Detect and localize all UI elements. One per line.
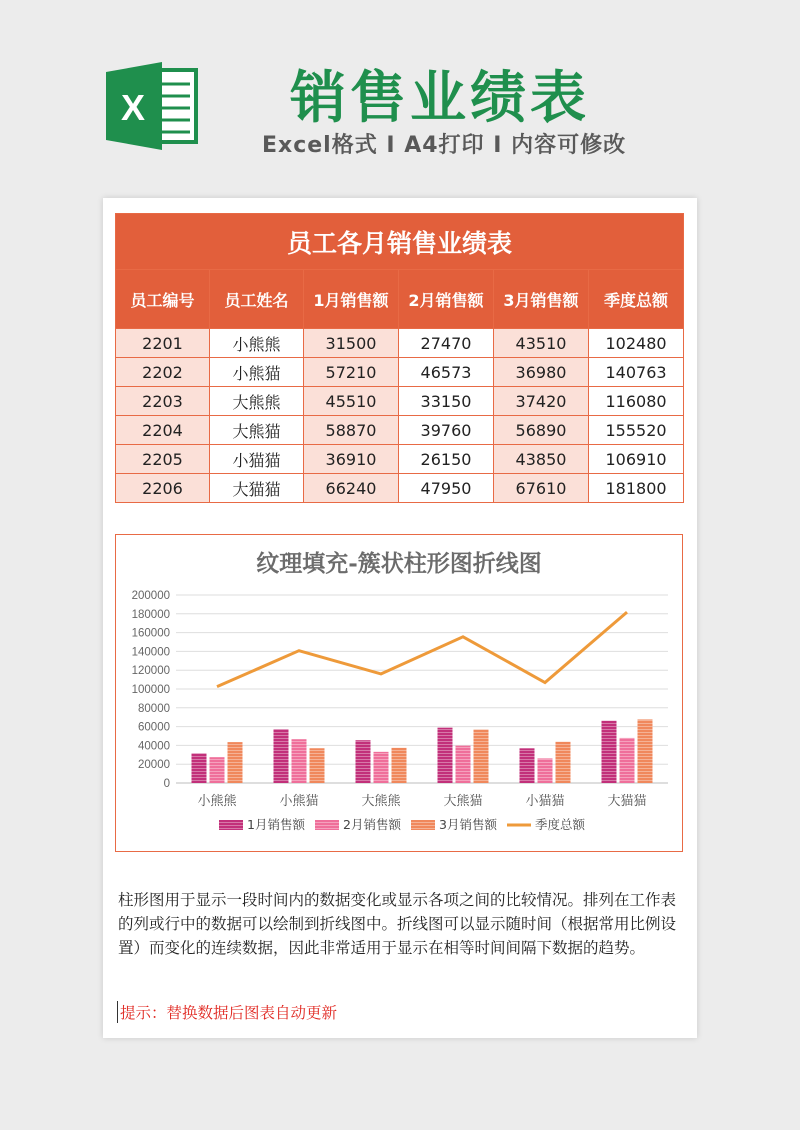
- table-cell[interactable]: 小熊猫: [210, 358, 304, 387]
- bar: [228, 742, 243, 783]
- bar: [192, 753, 207, 783]
- y-tick-label: 0: [163, 778, 170, 790]
- table-cell[interactable]: 2205: [116, 445, 210, 474]
- table-cell[interactable]: 45510: [304, 387, 399, 416]
- table-cell[interactable]: 36910: [304, 445, 399, 474]
- y-tick-label: 60000: [138, 721, 170, 734]
- y-tick-label: 100000: [131, 684, 170, 696]
- table-row: [116, 329, 684, 358]
- bar: [474, 730, 489, 783]
- table-cell[interactable]: 小熊熊: [210, 329, 304, 358]
- table-cell[interactable]: 27470: [399, 329, 494, 358]
- bar: [602, 721, 617, 783]
- table-cell[interactable]: 小猫猫: [210, 445, 304, 474]
- table-cell[interactable]: 26150: [399, 445, 494, 474]
- column-header: 3月销售额: [494, 270, 589, 329]
- table-header-row: [116, 270, 684, 329]
- legend-swatch: [219, 820, 243, 830]
- bar: [456, 746, 471, 783]
- table-cell[interactable]: 155520: [589, 416, 684, 445]
- table-cell[interactable]: 2201: [116, 329, 210, 358]
- y-tick-label: 80000: [138, 702, 170, 715]
- y-tick-label: 120000: [131, 665, 170, 678]
- table-row: [116, 416, 684, 445]
- table-cell[interactable]: 57210: [304, 358, 399, 387]
- bar: [620, 738, 635, 783]
- y-tick-label: 20000: [138, 759, 170, 772]
- table-cell[interactable]: 46573: [399, 358, 494, 387]
- table-cell[interactable]: 大猫猫: [210, 474, 304, 503]
- bar: [356, 740, 371, 783]
- legend-label: 1月销售额: [247, 817, 305, 832]
- sales-table: [115, 213, 684, 503]
- sales-chart: [115, 534, 683, 852]
- document-sheet: [103, 198, 697, 1038]
- table-cell[interactable]: 67610: [494, 474, 589, 503]
- x-tick-label: 大熊猫: [443, 794, 483, 809]
- table-body: [116, 329, 684, 503]
- table-cell[interactable]: 106910: [589, 445, 684, 474]
- column-header: 1月销售额: [304, 270, 399, 329]
- legend-label: 3月销售额: [439, 817, 497, 832]
- column-header: 2月销售额: [399, 270, 494, 329]
- chart-title: 纹理填充-簇状柱形图折线图: [256, 550, 542, 577]
- table-cell[interactable]: 37420: [494, 387, 589, 416]
- table-cell[interactable]: 大熊猫: [210, 416, 304, 445]
- x-tick-label: 小熊猫: [279, 794, 319, 809]
- x-tick-label: 大熊熊: [361, 794, 401, 809]
- table-cell[interactable]: 181800: [589, 474, 684, 503]
- table-cell[interactable]: 140763: [589, 358, 684, 387]
- bar: [556, 742, 571, 783]
- table-title: 员工各月销售业绩表: [116, 214, 684, 270]
- table-cell[interactable]: 102480: [589, 329, 684, 358]
- bar: [638, 719, 653, 783]
- table-row: [116, 445, 684, 474]
- table-cell[interactable]: 2206: [116, 474, 210, 503]
- table-cell[interactable]: 2203: [116, 387, 210, 416]
- table-cell[interactable]: 大熊熊: [210, 387, 304, 416]
- column-header: 季度总额: [589, 270, 684, 329]
- table-cell[interactable]: 2202: [116, 358, 210, 387]
- bar: [274, 729, 289, 783]
- y-tick-label: 180000: [131, 608, 170, 621]
- y-tick-label: 200000: [131, 590, 170, 602]
- table-cell[interactable]: 43510: [494, 329, 589, 358]
- excel-logo-icon: [104, 58, 200, 154]
- table-cell[interactable]: 116080: [589, 387, 684, 416]
- page-subtitle: Excel格式 I A4打印 I 内容可修改: [262, 133, 627, 158]
- table-cell[interactable]: 43850: [494, 445, 589, 474]
- bar: [438, 728, 453, 783]
- table-row: [116, 387, 684, 416]
- table-row: [116, 474, 684, 503]
- bar: [310, 748, 325, 783]
- chart-description: 柱形图用于显示一段时间内的数据变化或显示各项之间的比较情况。排列在工作表的列或行中的数据可以绘制到折线图中。折线图可以显示随时间（根据常用比例设置）而变化的连续数据，因此非常适用于显示在相等时间间隔下数据的趋势。: [118, 891, 677, 957]
- table-cell[interactable]: 66240: [304, 474, 399, 503]
- y-tick-label: 40000: [138, 740, 170, 753]
- bar: [520, 748, 535, 783]
- bar: [210, 757, 225, 783]
- series-line: [217, 612, 627, 687]
- y-tick-label: 160000: [131, 627, 170, 640]
- table-cell[interactable]: 36980: [494, 358, 589, 387]
- bar: [374, 752, 389, 783]
- page-title: 销售业绩表: [290, 66, 590, 131]
- column-header: 员工编号: [116, 270, 210, 329]
- legend-swatch: [411, 820, 435, 830]
- y-tick-label: 140000: [131, 646, 170, 659]
- update-tip: 提示：替换数据后图表自动更新: [117, 1001, 337, 1023]
- table-row: [116, 358, 684, 387]
- chart-canvas: [116, 535, 682, 851]
- bar: [392, 748, 407, 783]
- column-header: 员工姓名: [210, 270, 304, 329]
- table-cell[interactable]: 58870: [304, 416, 399, 445]
- bar: [292, 739, 307, 783]
- table-cell[interactable]: 33150: [399, 387, 494, 416]
- table-cell[interactable]: 39760: [399, 416, 494, 445]
- x-tick-label: 大猫猫: [607, 794, 647, 809]
- bar: [538, 758, 553, 783]
- x-tick-label: 小熊熊: [197, 794, 237, 809]
- table-cell[interactable]: 56890: [494, 416, 589, 445]
- logo-letter: X: [120, 87, 146, 128]
- table-cell[interactable]: 2204: [116, 416, 210, 445]
- table-cell[interactable]: 47950: [399, 474, 494, 503]
- legend-label: 季度总额: [535, 817, 586, 832]
- x-tick-label: 小猫猫: [525, 794, 565, 809]
- legend-swatch: [315, 820, 339, 830]
- legend-label: 2月销售额: [343, 817, 401, 832]
- table-cell[interactable]: 31500: [304, 329, 399, 358]
